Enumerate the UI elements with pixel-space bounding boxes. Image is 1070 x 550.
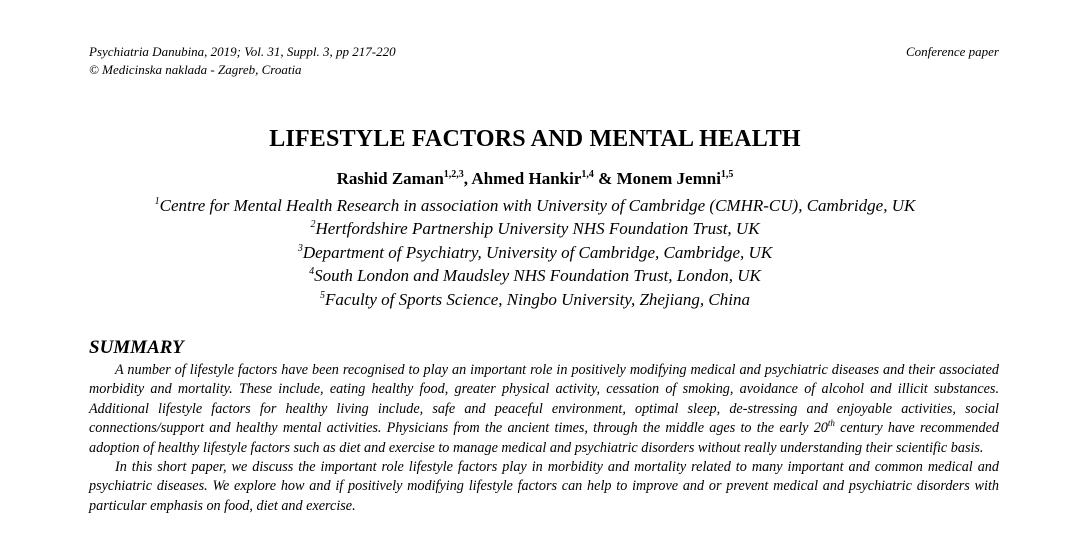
summary-text: century have recommended adoption of healthy lifestyle factors such as diet and exercise to manage medical and psychiatric disorders without really understanding their scientific basis. (89, 420, 1000, 456)
affiliation-text: South London and Maudsley NHS Foundation Trust, London, UK (314, 266, 761, 285)
affiliation-text: Hertfordshire Partnership University NHS Foundation Trust, UK (315, 219, 760, 238)
paper-type: Conference paper (905, 44, 999, 59)
publisher-line: © Medicinska naklada - Zagreb, Croatia (89, 62, 302, 77)
affiliation-number: 2 (310, 219, 316, 230)
author-list (0, 168, 1070, 190)
affiliation-text: Faculty of Sports Science, Ningbo University, Zhejiang, China (325, 290, 750, 309)
affiliation-text: Centre for Mental Health Research in association with University of Cambridge (CMHR-CU), Cambridge, UK (159, 196, 916, 215)
summary-body (89, 361, 999, 516)
ordinal-suffix: th (827, 418, 835, 429)
author-name: Ahmed Hankir (471, 169, 582, 188)
affiliation (0, 195, 1070, 217)
affiliation-number: 1 (154, 196, 160, 207)
affiliation-number: 5 (320, 290, 326, 301)
affiliation (0, 265, 1070, 287)
affiliation (0, 218, 1070, 240)
affiliation (0, 289, 1070, 311)
author-affiliation-marks: 1,4 (581, 169, 594, 180)
author-affiliation-marks: 1,2,3 (443, 169, 464, 180)
paper-title: LIFESTYLE FACTORS AND MENTAL HEALTH (269, 126, 801, 152)
author-separator: , (463, 169, 472, 188)
author-affiliation-marks: 1,5 (720, 169, 734, 180)
author-separator: & (593, 169, 617, 188)
author-name: Monem Jemni (616, 169, 721, 188)
summary-text: A number of lifestyle factors have been recognised to play an important role in positively modifying medical and psychiatric diseases and their associated morbidity and mortality. These include, eating healthy food, greater physical activity, cessation of smoking, avoidance of alcohol and illicit substances. Additional lifestyle factors for healthy living include, safe and peaceful environment, optimal sleep, de-stressing and enjoyable activities, social connections/support and healthy mental activities. Physicians from the ancient times, through the middle ages to the early 20 (89, 362, 999, 437)
journal-citation: Psychiatria Danubina, 2019; Vol. 31, Suppl. 3, pp 217-220 (89, 44, 396, 59)
affiliation-number: 3 (297, 243, 303, 254)
affiliation-text: Department of Psychiatry, University of Cambridge, Cambridge, UK (302, 243, 773, 262)
summary-paragraph (89, 361, 999, 458)
affiliation (0, 242, 1070, 264)
summary-heading: SUMMARY (89, 337, 184, 358)
author-name: Rashid Zaman (336, 169, 444, 188)
summary-paragraph: In this short paper, we discuss the important role lifestyle factors play in morbidity and mortality related to many important and common medical and psychiatric diseases. We explore how and if positively modifying lifestyle factors can help to improve and or prevent medical and psychiatric disorders with particular emphasis on food, diet and exercise. (89, 459, 999, 514)
affiliation-number: 4 (309, 266, 315, 277)
